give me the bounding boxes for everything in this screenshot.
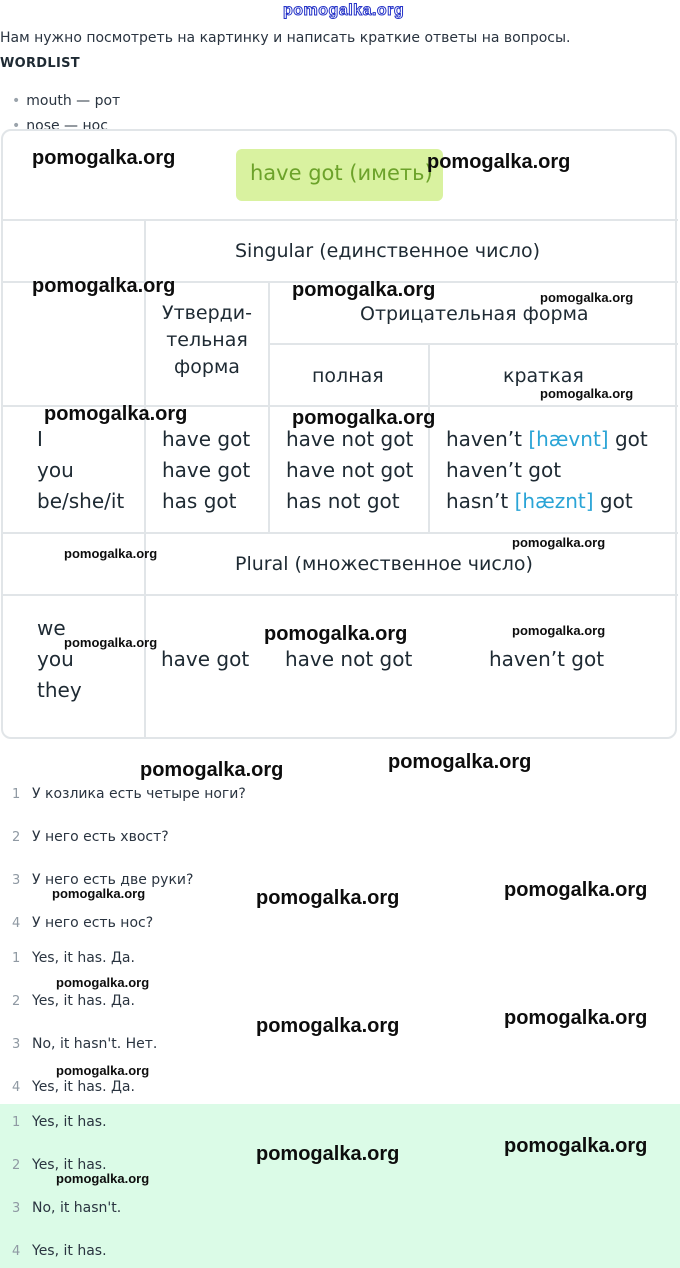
answer-number: 3 xyxy=(12,1201,21,1216)
answer-number: 2 xyxy=(12,1158,21,1173)
divider xyxy=(144,221,146,738)
divider xyxy=(270,343,678,345)
full-form-cell: have not got have not got has not got xyxy=(286,427,414,513)
plural-affirmative: have got xyxy=(161,647,250,671)
table-title: have got (иметь) xyxy=(250,161,433,185)
watermark: pomogalka.org xyxy=(256,1143,400,1165)
watermark: pomogalka.org xyxy=(427,151,571,173)
watermark: pomogalka.org xyxy=(512,623,606,638)
transcription: [hæznt] xyxy=(514,489,594,513)
answer-number: 2 xyxy=(12,994,21,1009)
watermark-top: pomogalka.org xyxy=(283,2,405,19)
watermark: pomogalka.org xyxy=(56,975,150,990)
question-number: 1 xyxy=(12,787,21,802)
answer-text: Yes, it has. Да. xyxy=(32,1079,135,1095)
answer-number: 4 xyxy=(12,1080,21,1095)
wordlist-item: • mouth — рот xyxy=(12,93,121,109)
divider xyxy=(428,345,430,532)
watermark: pomogalka.org xyxy=(264,623,408,645)
answer-text: Yes, it has. Да. xyxy=(32,993,135,1009)
bullet-icon: • xyxy=(12,93,21,109)
watermark: pomogalka.org xyxy=(256,887,400,909)
question-text: У него есть хвост? xyxy=(32,829,169,845)
watermark: pomogalka.org xyxy=(52,886,146,901)
watermark: pomogalka.org xyxy=(540,386,634,401)
plural-short-form: haven’t got xyxy=(489,647,605,671)
answer-text: Yes, it has. Да. xyxy=(32,950,135,966)
watermark: pomogalka.org xyxy=(540,290,634,305)
bullet-icon: • xyxy=(12,118,21,129)
watermark: pomogalka.org xyxy=(56,1063,150,1078)
watermark: pomogalka.org xyxy=(44,403,188,425)
affirmative-header: Утверди- тельная форма xyxy=(162,302,252,378)
watermark: pomogalka.org xyxy=(292,279,436,301)
watermark: pomogalka.org xyxy=(512,535,606,550)
singular-header: Singular (единственное число) xyxy=(235,240,541,262)
question-number: 2 xyxy=(12,830,21,845)
plural-header: Plural (множественное число) xyxy=(235,553,533,575)
short-form-cell: haven’t [hævnt] got haven’t got hasn’t [hæznt] got xyxy=(446,427,648,513)
answer-number: 3 xyxy=(12,1037,21,1052)
question-text: У него есть нос? xyxy=(32,915,154,931)
answer-number: 1 xyxy=(12,1115,21,1130)
watermark: pomogalka.org xyxy=(292,407,436,429)
divider xyxy=(2,219,678,221)
watermark: pomogalka.org xyxy=(504,879,648,901)
answer-text: No, it hasn't. xyxy=(32,1200,122,1216)
watermark: pomogalka.org xyxy=(64,635,158,650)
divider xyxy=(2,532,678,534)
wordlist-item: • nose — нос xyxy=(12,118,108,129)
answer-number: 1 xyxy=(12,951,21,966)
intro-text: Нам нужно посмотреть на картинку и написать краткие ответы на вопросы. xyxy=(0,30,571,46)
full-form-header: полная xyxy=(312,365,384,387)
wordlist-title: WORDLIST xyxy=(0,56,80,71)
watermark: pomogalka.org xyxy=(32,275,176,297)
question-number: 3 xyxy=(12,873,21,888)
short-form-header: краткая xyxy=(503,365,584,387)
watermark: pomogalka.org xyxy=(388,751,532,773)
watermark: pomogalka.org xyxy=(504,1007,648,1029)
question-text: У козлика есть четыре ноги? xyxy=(32,786,246,802)
affirmative-cell: have got have got has got xyxy=(162,427,251,513)
watermark: pomogalka.org xyxy=(256,1015,400,1037)
question-text: У него есть две руки? xyxy=(32,872,194,888)
transcription: [hævnt] xyxy=(528,427,609,451)
pronoun-cell: I you be/she/it xyxy=(37,427,125,513)
watermark: pomogalka.org xyxy=(32,147,176,169)
question-number: 4 xyxy=(12,916,21,931)
answer-number: 4 xyxy=(12,1244,21,1259)
plural-full-form: have not got xyxy=(285,647,413,671)
answer-text: Yes, it has. xyxy=(32,1157,107,1173)
watermark: pomogalka.org xyxy=(504,1135,648,1157)
negative-header: Отрицательная форма xyxy=(360,303,589,325)
answer-text: Yes, it has. xyxy=(32,1243,107,1259)
answer-text: No, it hasn't. Нет. xyxy=(32,1036,158,1052)
watermark: pomogalka.org xyxy=(56,1171,150,1186)
watermark: pomogalka.org xyxy=(64,546,158,561)
divider xyxy=(268,283,270,532)
plural-pronouns: we you they xyxy=(37,616,82,702)
answer-text: Yes, it has. xyxy=(32,1114,107,1130)
divider xyxy=(2,594,678,596)
watermark: pomogalka.org xyxy=(140,759,284,781)
